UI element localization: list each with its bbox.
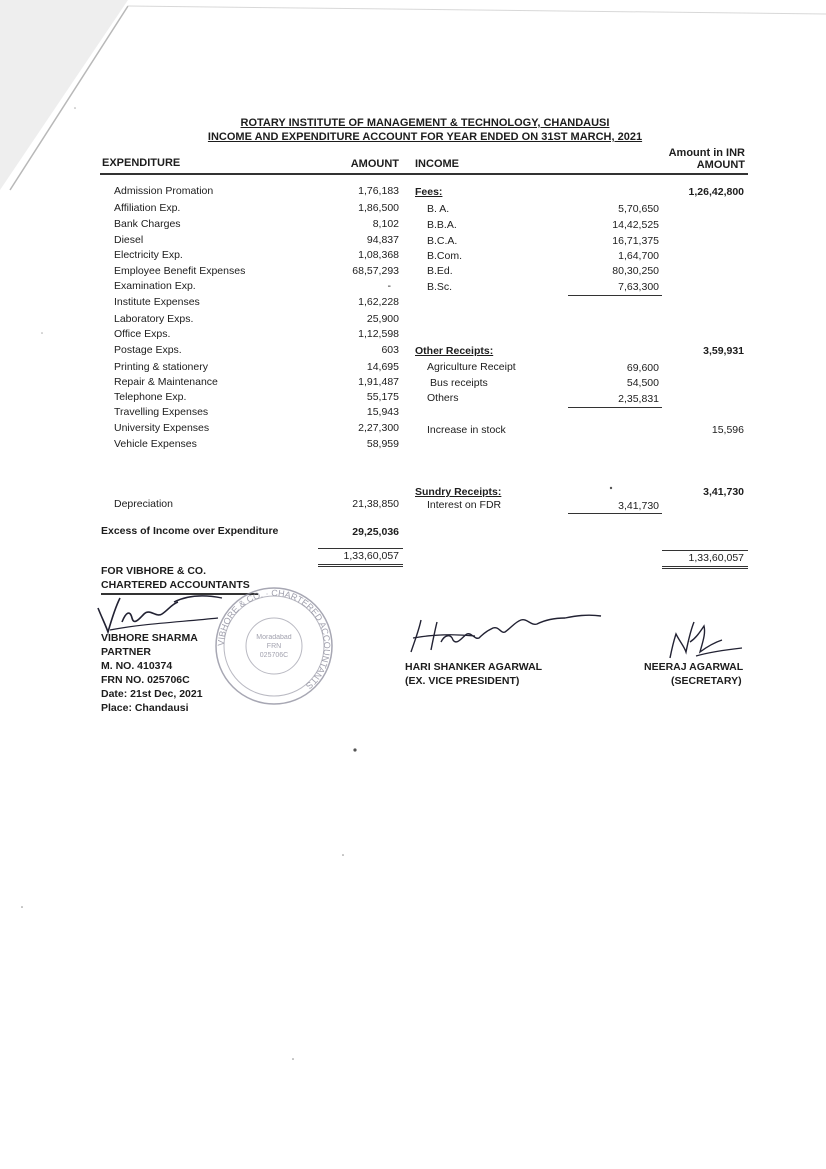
expenditure-header: EXPENDITURE [102,157,181,169]
fees-item-label: B.Sc. [427,281,453,293]
expenditure-label: Electricity Exp. [114,249,183,261]
fees-item-label: B.Com. [427,250,463,262]
auditor-name: VIBHORE SHARMA [101,632,198,644]
depreciation-label: Depreciation [114,498,173,510]
expenditure-label: Repair & Maintenance [114,376,218,388]
auditor-membership-number: M. NO. 410374 [101,660,173,672]
expenditure-amount: 14,695 [366,361,399,373]
expenditure-amount: 1,76,183 [358,185,399,197]
expenditure-amount: 1,86,500 [358,202,399,214]
expenditure-label: Office Exps. [114,328,171,340]
auditor-type: CHARTERED ACCOUNTANTS [101,579,250,591]
signatory-2-role: (SECRETARY) [671,675,742,687]
signatory-1-role: (EX. VICE PRESIDENT) [405,675,520,687]
expenditure-label: Travelling Expenses [114,406,209,418]
fees-item-label: B. A. [427,203,450,215]
other-receipts-item-amount: 54,500 [626,377,659,389]
expenditure-label: Telephone Exp. [114,391,187,403]
fees-item-amount: 16,71,375 [612,235,659,247]
expenditure-amount: 603 [381,344,399,356]
expenditure-label: Affiliation Exp. [114,202,181,214]
expenditure-amount-header: AMOUNT [350,158,399,170]
amount-in-inr-label: Amount in INR [668,147,745,159]
sundry-receipts-heading: Sundry Receipts: [415,486,502,498]
fees-item-label: B.C.A. [427,235,458,247]
fees-item-amount: 14,42,525 [612,219,659,231]
expenditure-amount: 1,91,487 [358,376,399,388]
expenditure-amount: 25,900 [366,313,399,325]
fees-item-label: B.Ed. [427,265,453,277]
svg-text:025706C: 025706C [259,652,289,659]
stock-label: Increase in stock [427,424,506,436]
other-receipts-item-label: Others [427,392,459,404]
svg-text:Moradabad: Moradabad [256,634,292,641]
sundry-receipts-total: 3,41,730 [703,486,744,498]
expenditure-label: Laboratory Exps. [114,313,194,325]
expenditure-amount: 1,12,598 [358,328,399,340]
document-subtitle: INCOME AND EXPENDITURE ACCOUNT FOR YEAR ENDED ON 31ST MARCH, 2021 [207,131,643,143]
document-title: ROTARY INSTITUTE OF MANAGEMENT & TECHNOLOGY, CHANDAUSI [240,117,610,129]
report-date: Date: 21st Dec, 2021 [101,688,203,700]
expenditure-amount: 55,175 [366,391,399,403]
expenditure-label: Printing & stationery [114,361,208,373]
fees-item-amount: 1,64,700 [618,250,659,262]
expenditure-amount: 1,62,228 [358,296,399,308]
expenditure-label: Postage Exps. [114,344,182,356]
sundry-receipts-item-label: Interest on FDR [427,499,502,511]
fees-item-label: B.B.A. [427,219,457,231]
auditor-role: PARTNER [101,646,151,658]
expenditure-amount: - [387,280,391,292]
total-left-amount: 1,33,60,057 [343,550,399,562]
fees-heading: Fees: [415,186,443,198]
total-right-amount: 1,33,60,057 [688,552,744,564]
auditor-firm: FOR VIBHORE & CO. [101,565,207,577]
income-amount-header: AMOUNT [696,159,745,171]
expenditure-amount: 8,102 [372,218,399,230]
other-receipts-heading: Other Receipts: [415,345,494,357]
expenditure-label: Vehicle Expenses [114,438,197,450]
fees-item-amount: 80,30,250 [612,265,659,277]
excess-amount: 29,25,036 [352,526,399,538]
expenditure-amount: 58,959 [366,438,399,450]
other-receipts-item-amount: 2,35,831 [618,393,659,405]
other-receipts-item-label: Bus receipts [430,377,488,389]
sundry-receipts-item-amount: 3,41,730 [618,500,659,512]
expenditure-amount: 2,27,300 [358,422,399,434]
fees-item-amount: 5,70,650 [618,203,659,215]
fees-total: 1,26,42,800 [688,186,744,198]
expenditure-label: Bank Charges [114,218,181,230]
expenditure-amount: 68,57,293 [352,265,399,277]
report-place: Place: Chandausi [101,702,189,714]
expenditure-label: Admission Promation [114,185,214,197]
other-receipts-item-amount: 69,600 [626,362,659,374]
excess-label: Excess of Income over Expenditure [101,525,279,537]
expenditure-amount: 94,837 [366,234,399,246]
signatory-2-name: NEERAJ AGARWAL [644,661,744,673]
expenditure-label: Institute Expenses [114,296,200,308]
svg-text:FRN: FRN [266,643,282,650]
svg-text:VIBHORE & CO. · CHARTERED ACCO: VIBHORE & CO. · CHARTERED ACCOUNTANTS [215,587,333,692]
auditor-frn-number: FRN NO. 025706C [101,674,190,686]
fees-item-amount: 7,63,300 [618,281,659,293]
signatory-1-name: HARI SHANKER AGARWAL [405,661,543,673]
expenditure-amount: 1,08,368 [358,249,399,261]
expenditure-label: Examination Exp. [114,280,196,292]
depreciation-amount: 21,38,850 [352,498,399,510]
stock-amount: 15,596 [711,424,744,436]
income-header: INCOME [415,158,459,170]
expenditure-amount: 15,943 [366,406,399,418]
expenditure-label: Diesel [114,234,144,246]
expenditure-label: University Expenses [114,422,210,434]
other-receipts-total: 3,59,931 [703,345,744,357]
other-receipts-item-label: Agriculture Receipt [427,361,516,373]
expenditure-label: Employee Benefit Expenses [114,265,246,277]
